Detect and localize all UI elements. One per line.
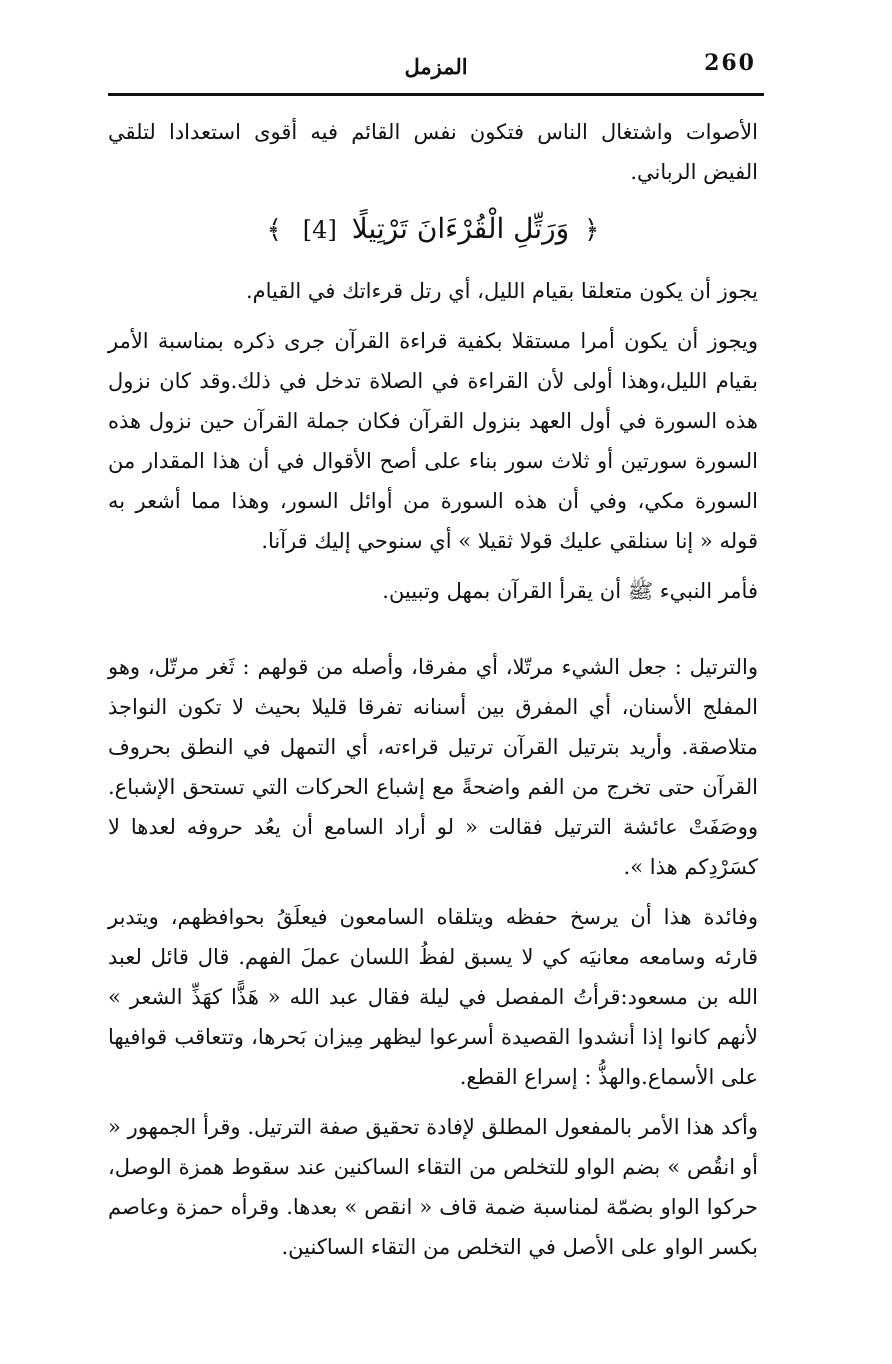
- header-rule: [108, 93, 764, 96]
- verse-open-bracket: ﴿: [584, 215, 600, 245]
- paragraph: وفائدة هذا أن يرسخ حفظه ويتلقاه السامعون فيعلَقُ بحوافظهم، ويتدبر قارئه وسامعه معانيَه كي لا يسبق لفظُ اللسان عملَ الفهم. قال قائل لعبد الله بن مسعود:قرأتُ المفصل في ليلة فقال عبد الله « هَذًّا كهَذِّ الشعر » لأنهم كانوا إذا أنشدوا القصيدة أسرعوا ليظهر مِيزان بَحرها، وتتعاقب قوافيها على الأسماع.والهذُّ : إسراع القطع.: [108, 905, 758, 1089]
- page-number: 260: [704, 50, 756, 76]
- verse-close-bracket: ﴾: [266, 215, 282, 245]
- quran-verse: [108, 202, 758, 257]
- paragraph: الأصوات واشتغال الناس فتكون نفس القائم فيه أقوى استعدادا لتلقي الفيض الرباني.: [108, 120, 758, 184]
- running-title: المزمل: [404, 54, 468, 79]
- verse-text: وَرَتِّلِ الْقُرْءَانَ تَرْتِيلًا: [351, 212, 570, 245]
- paragraph: وأكد هذا الأمر بالمفعول المطلق لإفادة تحقيق صفة الترتيل. وقرأ الجمهور « أو انقُص » بضم الواو للتخلص من التقاء الساكنين عند سقوط همزة الوصل، حركوا الواو بضمّة لمناسبة ضمة قاف « انقص » بعدها. وقرأه حمزة وعاصم بكسر الواو على الأصل في التخلص من التقاء الساكنين.: [108, 1115, 759, 1259]
- page-body: [108, 112, 758, 1277]
- paragraph: ويجوز أن يكون أمرا مستقلا بكفية قراءة القرآن جرى ذكره بمناسبة الأمر بقيام الليل،وهذا أولى لأن القراءة في الصلاة تدخل في ذلك.وقد كان نزول هذه السورة في أول العهد بنزول القرآن فكان جملة القرآن حين نزول هذه السورة سورتين أو ثلاث سور بناء على أصح الأقوال في أن هذا المقدار من السورة مكي، وفي أن هذه السورة من أوائل السور، وهذا مما أشعر به قوله « إنا سنلقي عليك قولا ثقيلا » أي سنوحي إليك قرآنا.: [108, 329, 758, 553]
- page-header: [108, 50, 764, 86]
- verse-number: [4]: [302, 216, 337, 244]
- paragraph: فأمر النبيء ﷺ أن يقرأ القرآن بمهل وتبيين.: [382, 579, 758, 603]
- paragraph: يجوز أن يكون متعلقا بقيام الليل، أي رتل قرءاتك في القيام.: [245, 279, 758, 303]
- paragraph: والترتيل : جعل الشيء مرتّلا، أي مفرقا، وأصله من قولهم : ثَغر مرتّل، وهو المفلج الأسنان، أي المفرق بين أسنانه تفرقا قليلا بحيث لا تكون النواجذ متلاصقة. وأريد بترتيل القرآن ترتيل قراءته، أي التمهل في النطق بحروف القرآن حتى تخرج من الفم واضحةً مع إشباع الحركات التي تستحق الإشباع. ووصَفَتْ عائشة الترتيل فقالت « لو أراد السامع أن يعُد حروفه لعدها لا كسَرْدِكم هذا ».: [108, 655, 758, 879]
